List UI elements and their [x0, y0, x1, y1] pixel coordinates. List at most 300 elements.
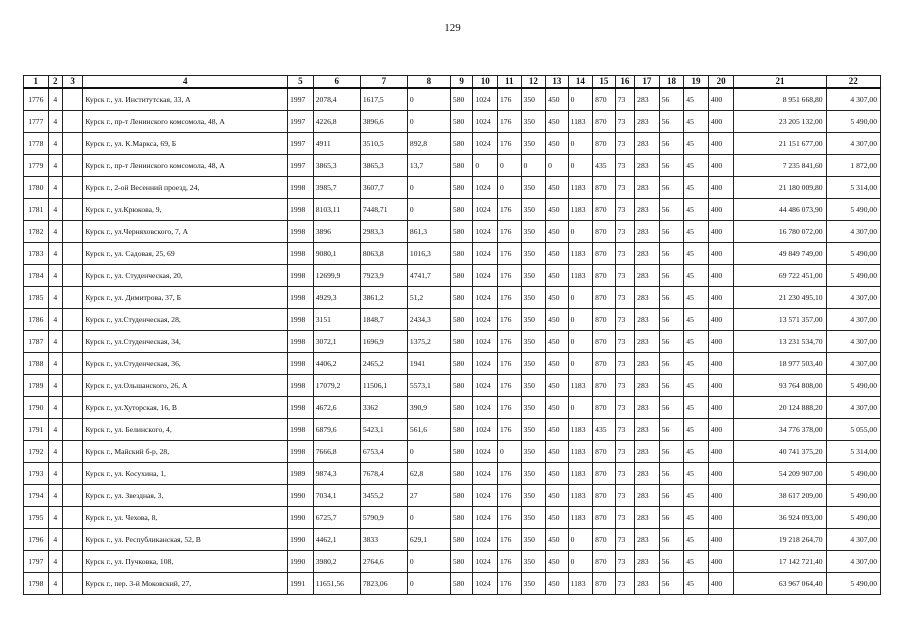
- table-cell: 176: [497, 397, 521, 419]
- table-cell: 34 776 378,00: [734, 419, 826, 441]
- table-cell: 5 490,00: [826, 243, 880, 265]
- table-cell: 1183: [568, 419, 593, 441]
- table-cell: 3510,5: [360, 133, 407, 155]
- table-cell: 4: [48, 265, 62, 287]
- table-cell: 350: [521, 573, 546, 595]
- table-cell: 176: [497, 199, 521, 221]
- table-cell: 93 764 808,00: [734, 375, 826, 397]
- table-cell: 73: [615, 353, 634, 375]
- table-cell: 62,8: [407, 463, 450, 485]
- address-cell: Курск г., ул.Хуторская, 16, В: [83, 397, 288, 419]
- table-cell: 1024: [473, 88, 498, 111]
- table-cell: 45: [684, 573, 709, 595]
- table-cell: 1024: [473, 507, 498, 529]
- table-cell: 176: [497, 243, 521, 265]
- table-cell: 3985,7: [313, 177, 360, 199]
- table-cell: 4 307,00: [826, 529, 880, 551]
- table-cell: 0: [407, 199, 450, 221]
- table-cell: 283: [635, 485, 660, 507]
- table-cell: 435: [593, 419, 616, 441]
- table-cell: 1024: [473, 353, 498, 375]
- column-header-22: 22: [826, 76, 880, 89]
- table-cell: 400: [708, 485, 734, 507]
- table-cell: 870: [593, 309, 616, 331]
- table-cell: 45: [684, 397, 709, 419]
- register-table: [23, 75, 881, 595]
- table-cell: 580: [450, 88, 473, 111]
- table-cell: 450: [546, 287, 569, 309]
- table-cell: 1183: [568, 265, 593, 287]
- table-cell: 0: [407, 507, 450, 529]
- table-cell: 400: [708, 287, 734, 309]
- table-cell: 73: [615, 397, 634, 419]
- table-cell: 45: [684, 111, 709, 133]
- address-cell: Курск г., пр-т Ленинского комсомола, 48, А: [83, 155, 288, 177]
- table-cell: 5 490,00: [826, 199, 880, 221]
- table-cell: 283: [635, 331, 660, 353]
- table-cell: 56: [659, 221, 684, 243]
- table-cell: 1696,9: [360, 331, 407, 353]
- table-cell: 450: [546, 419, 569, 441]
- table-cell: 4929,3: [313, 287, 360, 309]
- table-cell: [62, 463, 82, 485]
- table-cell: 1024: [473, 133, 498, 155]
- table-cell: 5 490,00: [826, 507, 880, 529]
- table-cell: 283: [635, 133, 660, 155]
- table-cell: 0: [521, 155, 546, 177]
- table-cell: 450: [546, 331, 569, 353]
- address-cell: Курск г., ул.Студенческая, 36,: [83, 353, 288, 375]
- table-cell: 73: [615, 287, 634, 309]
- address-cell: Курск г., ул. Косухина, 1,: [83, 463, 288, 485]
- table-cell: 1789: [24, 375, 49, 397]
- table-cell: 56: [659, 419, 684, 441]
- table-cell: 0: [568, 551, 593, 573]
- table-cell: 56: [659, 199, 684, 221]
- address-cell: Курск г., ул. Димитрова, 37, Б: [83, 287, 288, 309]
- table-cell: 450: [546, 309, 569, 331]
- table-cell: 1024: [473, 309, 498, 331]
- table-cell: 73: [615, 375, 634, 397]
- table-cell: 1998: [288, 397, 314, 419]
- table-cell: 4 307,00: [826, 88, 880, 111]
- table-cell: 18 977 503,40: [734, 353, 826, 375]
- table-cell: 0: [568, 529, 593, 551]
- table-cell: 56: [659, 573, 684, 595]
- table-cell: 3833: [360, 529, 407, 551]
- table-cell: 1183: [568, 375, 593, 397]
- table-cell: 1998: [288, 441, 314, 463]
- table-cell: 892,8: [407, 133, 450, 155]
- table-cell: 1991: [288, 573, 314, 595]
- table-cell: [62, 155, 82, 177]
- table-cell: 1024: [473, 419, 498, 441]
- table-cell: 45: [684, 353, 709, 375]
- table-cell: 1784: [24, 265, 49, 287]
- table-cell: 870: [593, 265, 616, 287]
- table-cell: 350: [521, 88, 546, 111]
- column-header-19: 19: [684, 76, 709, 89]
- table-cell: 1998: [288, 287, 314, 309]
- table-cell: 11506,1: [360, 375, 407, 397]
- table-cell: 580: [450, 287, 473, 309]
- table-cell: 1997: [288, 111, 314, 133]
- table-cell: 450: [546, 507, 569, 529]
- table-cell: 6879,6: [313, 419, 360, 441]
- table-cell: 4: [48, 88, 62, 111]
- table-cell: 350: [521, 485, 546, 507]
- address-cell: Курск г., пер. 3-й Моковский, 27,: [83, 573, 288, 595]
- table-cell: 450: [546, 243, 569, 265]
- column-header-18: 18: [659, 76, 684, 89]
- table-cell: 56: [659, 397, 684, 419]
- table-cell: 56: [659, 375, 684, 397]
- table-cell: 1375,2: [407, 331, 450, 353]
- table-cell: [62, 397, 82, 419]
- table-cell: 350: [521, 375, 546, 397]
- table-cell: 3607,7: [360, 177, 407, 199]
- table-cell: 45: [684, 507, 709, 529]
- table-cell: 350: [521, 221, 546, 243]
- table-cell: 400: [708, 133, 734, 155]
- table-row: [24, 155, 881, 177]
- table-cell: 870: [593, 221, 616, 243]
- table-cell: 1024: [473, 441, 498, 463]
- table-cell: 5 490,00: [826, 111, 880, 133]
- table-cell: 283: [635, 419, 660, 441]
- table-cell: 1998: [288, 177, 314, 199]
- table-cell: 8 951 668,80: [734, 88, 826, 111]
- table-body: [24, 88, 881, 595]
- table-cell: 870: [593, 111, 616, 133]
- table-cell: 870: [593, 485, 616, 507]
- table-cell: 1797: [24, 551, 49, 573]
- table-cell: 0: [407, 441, 450, 463]
- table-cell: 56: [659, 463, 684, 485]
- table-row: [24, 177, 881, 199]
- column-header-4: 4: [83, 76, 288, 89]
- table-cell: 7448,71: [360, 199, 407, 221]
- table-cell: 1998: [288, 419, 314, 441]
- table-cell: 4406,2: [313, 353, 360, 375]
- table-cell: 1848,7: [360, 309, 407, 331]
- table-cell: 73: [615, 573, 634, 595]
- table-row: [24, 397, 881, 419]
- table-cell: 73: [615, 199, 634, 221]
- table-cell: 1791: [24, 419, 49, 441]
- table-cell: 51,2: [407, 287, 450, 309]
- table-row: [24, 529, 881, 551]
- table-cell: 176: [497, 419, 521, 441]
- table-cell: 580: [450, 177, 473, 199]
- table-cell: 2983,3: [360, 221, 407, 243]
- table-cell: 350: [521, 243, 546, 265]
- table-cell: 1016,3: [407, 243, 450, 265]
- table-cell: 4672,6: [313, 397, 360, 419]
- table-cell: 4: [48, 375, 62, 397]
- address-cell: Курск г., ул.Студенческая, 34,: [83, 331, 288, 353]
- table-cell: 1793: [24, 463, 49, 485]
- table-cell: 870: [593, 133, 616, 155]
- table-cell: 5 490,00: [826, 485, 880, 507]
- table-cell: 4: [48, 177, 62, 199]
- table-cell: 56: [659, 88, 684, 111]
- address-cell: Курск г., ул.Студенческая, 28,: [83, 309, 288, 331]
- table-cell: 350: [521, 309, 546, 331]
- table-cell: 400: [708, 331, 734, 353]
- table-cell: 1785: [24, 287, 49, 309]
- table-cell: 450: [546, 111, 569, 133]
- table-cell: 45: [684, 243, 709, 265]
- table-row: [24, 507, 881, 529]
- address-cell: Курск г., ул. Пучковка, 108,: [83, 551, 288, 573]
- table-cell: 38 617 209,00: [734, 485, 826, 507]
- table-cell: 73: [615, 243, 634, 265]
- address-cell: Курск г., ул. К.Маркса, 69, Б: [83, 133, 288, 155]
- table-cell: 4: [48, 463, 62, 485]
- table-cell: 1998: [288, 353, 314, 375]
- address-cell: Курск г., ул. Студенческая, 20,: [83, 265, 288, 287]
- table-cell: 390,9: [407, 397, 450, 419]
- table-cell: 283: [635, 88, 660, 111]
- table-cell: 580: [450, 155, 473, 177]
- table-cell: 6753,4: [360, 441, 407, 463]
- table-cell: 63 967 064,40: [734, 573, 826, 595]
- table-cell: 450: [546, 375, 569, 397]
- table-cell: 3896: [313, 221, 360, 243]
- table-cell: 450: [546, 88, 569, 111]
- table-cell: 450: [546, 133, 569, 155]
- table-cell: 12699,9: [313, 265, 360, 287]
- table-cell: 5573,1: [407, 375, 450, 397]
- table-row: [24, 441, 881, 463]
- table-cell: 7034,1: [313, 485, 360, 507]
- table-cell: 176: [497, 507, 521, 529]
- table-cell: 176: [497, 309, 521, 331]
- address-cell: Курск г., ул. Чехова, 8,: [83, 507, 288, 529]
- table-cell: 400: [708, 551, 734, 573]
- table-cell: 0: [546, 155, 569, 177]
- column-header-5: 5: [288, 76, 314, 89]
- table-cell: 400: [708, 529, 734, 551]
- table-row: [24, 375, 881, 397]
- table-cell: 73: [615, 133, 634, 155]
- table-cell: 45: [684, 287, 709, 309]
- table-cell: 1997: [288, 88, 314, 111]
- table-cell: 1024: [473, 331, 498, 353]
- column-header-1: 1: [24, 76, 49, 89]
- table-cell: 450: [546, 353, 569, 375]
- table-cell: 4: [48, 397, 62, 419]
- table-cell: 44 486 073,90: [734, 199, 826, 221]
- table-cell: 283: [635, 265, 660, 287]
- table-cell: 283: [635, 111, 660, 133]
- table-cell: 1617,5: [360, 88, 407, 111]
- table-cell: [62, 265, 82, 287]
- table-cell: 870: [593, 573, 616, 595]
- table-cell: 3151: [313, 309, 360, 331]
- table-cell: 861,3: [407, 221, 450, 243]
- table-cell: 45: [684, 529, 709, 551]
- table-cell: 400: [708, 441, 734, 463]
- table-cell: 4462,1: [313, 529, 360, 551]
- table-cell: 4: [48, 133, 62, 155]
- table-cell: 1024: [473, 287, 498, 309]
- table-cell: 19 218 264,70: [734, 529, 826, 551]
- table-row: [24, 133, 881, 155]
- table-cell: 1 872,00: [826, 155, 880, 177]
- table-cell: 580: [450, 199, 473, 221]
- table-cell: 4: [48, 573, 62, 595]
- table-cell: 0: [568, 353, 593, 375]
- table-cell: 400: [708, 88, 734, 111]
- table-cell: 1997: [288, 133, 314, 155]
- table-cell: 176: [497, 265, 521, 287]
- table-cell: 580: [450, 331, 473, 353]
- table-cell: 45: [684, 309, 709, 331]
- table-cell: 56: [659, 331, 684, 353]
- table-cell: 4: [48, 331, 62, 353]
- table-cell: 870: [593, 397, 616, 419]
- table-cell: 450: [546, 485, 569, 507]
- table-cell: 2764,6: [360, 551, 407, 573]
- table-row: [24, 463, 881, 485]
- table-row: [24, 243, 881, 265]
- table-cell: 1997: [288, 155, 314, 177]
- table-cell: 13 571 357,00: [734, 309, 826, 331]
- table-row: [24, 309, 881, 331]
- table-cell: 176: [497, 221, 521, 243]
- table-cell: 16 780 072,00: [734, 221, 826, 243]
- table-cell: 2465,2: [360, 353, 407, 375]
- table-cell: 7 235 841,60: [734, 155, 826, 177]
- table-cell: 45: [684, 265, 709, 287]
- table-cell: 45: [684, 199, 709, 221]
- table-cell: 3362: [360, 397, 407, 419]
- table-cell: 1780: [24, 177, 49, 199]
- table-cell: 73: [615, 265, 634, 287]
- table-cell: 56: [659, 507, 684, 529]
- table-cell: [62, 199, 82, 221]
- table-cell: 580: [450, 507, 473, 529]
- table-cell: 176: [497, 529, 521, 551]
- table-cell: 13,7: [407, 155, 450, 177]
- table-cell: 350: [521, 133, 546, 155]
- table-cell: 4: [48, 507, 62, 529]
- address-cell: Курск г., Майский б-р, 28,: [83, 441, 288, 463]
- table-cell: 450: [546, 221, 569, 243]
- table-cell: 870: [593, 507, 616, 529]
- column-header-6: 6: [313, 76, 360, 89]
- table-cell: 400: [708, 177, 734, 199]
- table-cell: 1183: [568, 199, 593, 221]
- table-cell: 283: [635, 507, 660, 529]
- address-cell: Курск г., ул. Садовая, 25, 69: [83, 243, 288, 265]
- table-cell: 1779: [24, 155, 49, 177]
- table-row: [24, 485, 881, 507]
- table-cell: 5 314,00: [826, 177, 880, 199]
- table-cell: 580: [450, 551, 473, 573]
- table-cell: 870: [593, 287, 616, 309]
- table-cell: 5 314,00: [826, 441, 880, 463]
- table-cell: 870: [593, 463, 616, 485]
- table-cell: 56: [659, 265, 684, 287]
- table-cell: 1792: [24, 441, 49, 463]
- table-cell: 283: [635, 309, 660, 331]
- table-cell: 283: [635, 199, 660, 221]
- table-cell: 176: [497, 88, 521, 111]
- table-cell: 283: [635, 463, 660, 485]
- table-cell: [62, 419, 82, 441]
- table-cell: 350: [521, 463, 546, 485]
- table-cell: 580: [450, 485, 473, 507]
- table-cell: 4: [48, 111, 62, 133]
- table-cell: 45: [684, 375, 709, 397]
- table-cell: 3861,2: [360, 287, 407, 309]
- table-cell: 350: [521, 287, 546, 309]
- table-cell: [62, 441, 82, 463]
- table-cell: 4 307,00: [826, 287, 880, 309]
- table-cell: 350: [521, 529, 546, 551]
- address-cell: Курск г., пр-т Ленинского комсомола, 48, А: [83, 111, 288, 133]
- table-cell: 4 307,00: [826, 397, 880, 419]
- table-cell: 561,6: [407, 419, 450, 441]
- column-header-3: 3: [62, 76, 82, 89]
- table-cell: 450: [546, 397, 569, 419]
- table-cell: 350: [521, 551, 546, 573]
- table-cell: 1024: [473, 111, 498, 133]
- table-cell: 350: [521, 331, 546, 353]
- table-cell: 69 722 451,00: [734, 265, 826, 287]
- table-cell: 350: [521, 111, 546, 133]
- table-cell: 176: [497, 287, 521, 309]
- table-cell: 0: [497, 441, 521, 463]
- table-cell: 73: [615, 309, 634, 331]
- table-cell: 629,1: [407, 529, 450, 551]
- table-cell: 400: [708, 199, 734, 221]
- address-cell: Курск г., ул.Крюкова, 9,: [83, 199, 288, 221]
- table-cell: 1998: [288, 265, 314, 287]
- table-cell: 5 490,00: [826, 265, 880, 287]
- table-cell: 176: [497, 331, 521, 353]
- table-cell: [62, 507, 82, 529]
- table-cell: 400: [708, 243, 734, 265]
- table-cell: 283: [635, 397, 660, 419]
- table-cell: 4226,8: [313, 111, 360, 133]
- table-cell: 176: [497, 133, 521, 155]
- table-cell: 1183: [568, 111, 593, 133]
- table-cell: 56: [659, 155, 684, 177]
- table-cell: 45: [684, 419, 709, 441]
- table-cell: 580: [450, 375, 473, 397]
- table-cell: 1183: [568, 507, 593, 529]
- table-cell: 73: [615, 155, 634, 177]
- table-cell: 56: [659, 485, 684, 507]
- table-cell: 3896,6: [360, 111, 407, 133]
- table-cell: 17079,2: [313, 375, 360, 397]
- table-cell: 73: [615, 441, 634, 463]
- table-cell: 56: [659, 111, 684, 133]
- address-cell: Курск г., ул.Ольшанского, 26, А: [83, 375, 288, 397]
- table-cell: 4 307,00: [826, 551, 880, 573]
- table-cell: 4: [48, 221, 62, 243]
- table-cell: 1782: [24, 221, 49, 243]
- table-cell: 3072,1: [313, 331, 360, 353]
- address-cell: Курск г., ул. Звездная, 3,: [83, 485, 288, 507]
- table-cell: 1024: [473, 529, 498, 551]
- table-cell: 0: [568, 331, 593, 353]
- table-cell: 4: [48, 353, 62, 375]
